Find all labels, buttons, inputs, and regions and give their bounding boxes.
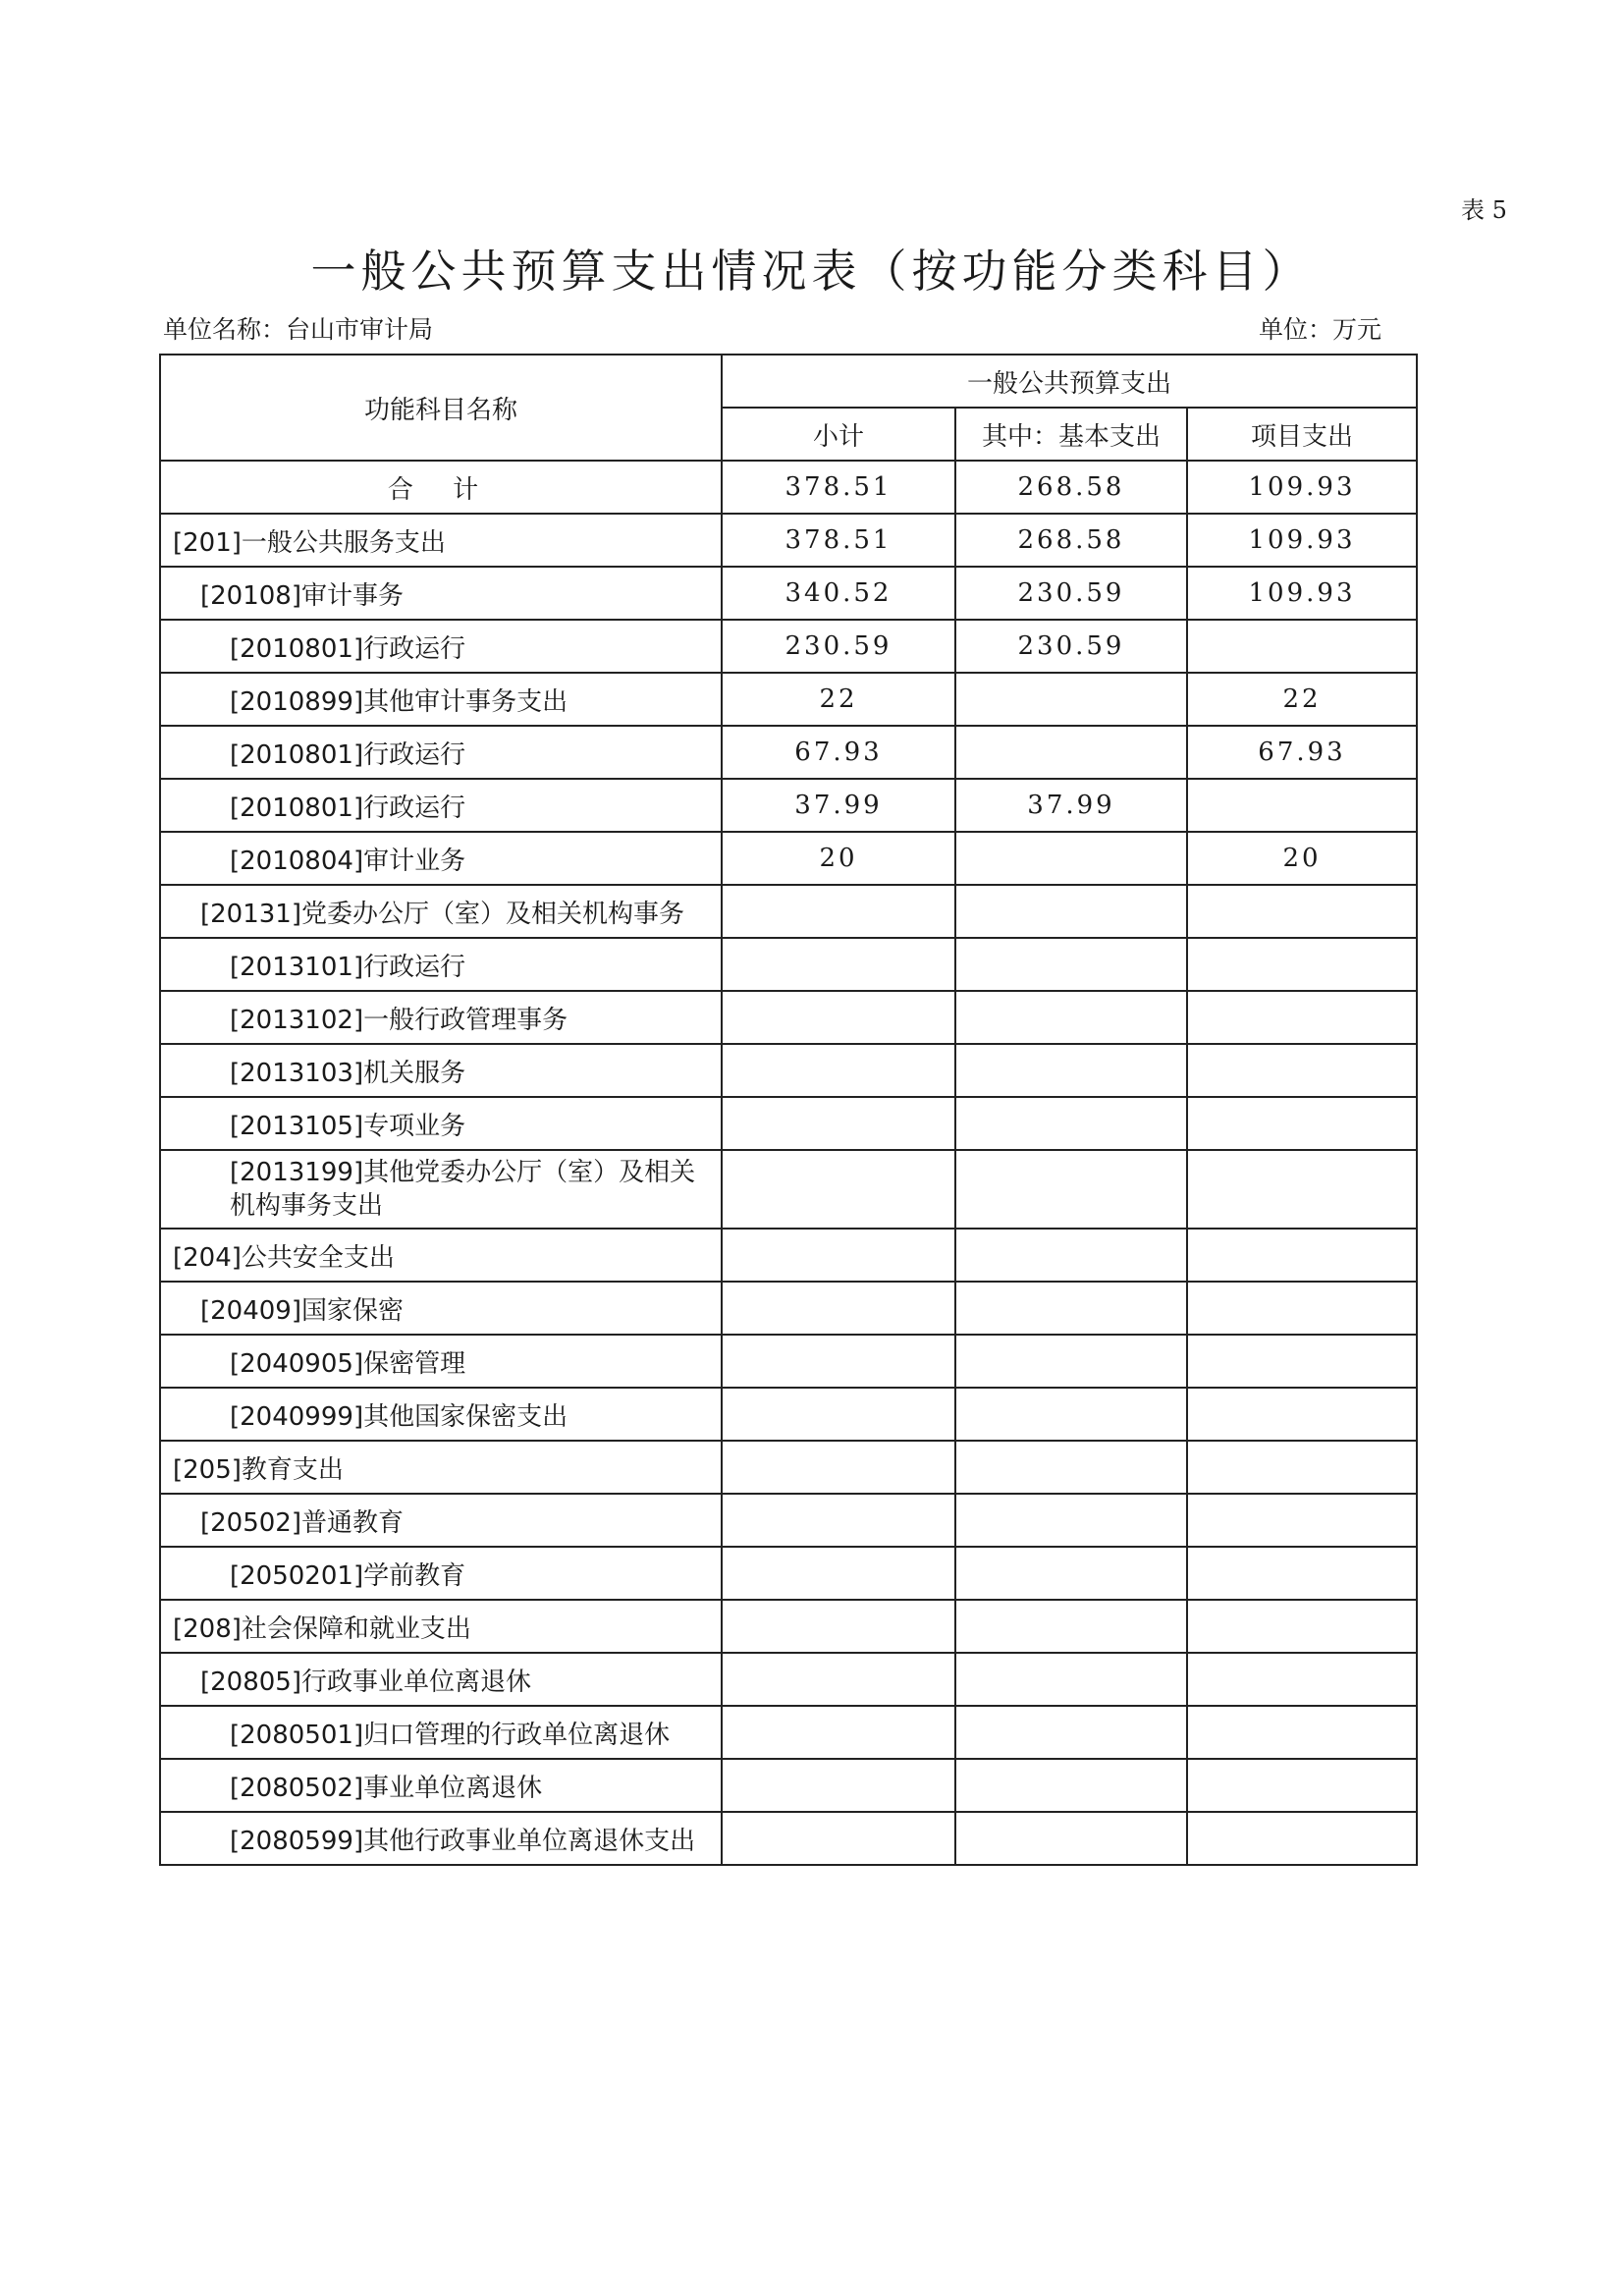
budget-table <box>159 354 1418 1866</box>
row-function-name: [2010804]审计业务 <box>160 832 722 885</box>
row-basic <box>955 885 1187 938</box>
row-project <box>1187 1388 1417 1441</box>
row-basic: 230.59 <box>955 567 1187 620</box>
row-project: 20 <box>1187 832 1417 885</box>
row-function-name: [2013102]一般行政管理事务 <box>160 991 722 1044</box>
total-label: 合 计 <box>160 461 722 514</box>
row-function-name: [2010801]行政运行 <box>160 620 722 673</box>
table-row <box>160 1706 1417 1759</box>
row-basic <box>955 1441 1187 1494</box>
table-row <box>160 620 1417 673</box>
total-basic: 268.58 <box>955 461 1187 514</box>
total-row <box>160 461 1417 514</box>
row-project <box>1187 1282 1417 1335</box>
row-function-name: [2050201]学前教育 <box>160 1547 722 1600</box>
table-row <box>160 1441 1417 1494</box>
row-basic <box>955 1388 1187 1441</box>
row-subtotal: 230.59 <box>722 620 955 673</box>
row-project <box>1187 620 1417 673</box>
row-function-name: [205]教育支出 <box>160 1441 722 1494</box>
row-function-name: [2013103]机关服务 <box>160 1044 722 1097</box>
row-subtotal <box>722 1229 955 1282</box>
table-row <box>160 1812 1417 1865</box>
row-project <box>1187 1150 1417 1229</box>
row-subtotal <box>722 1547 955 1600</box>
row-subtotal: 67.93 <box>722 726 955 779</box>
row-basic <box>955 673 1187 726</box>
row-subtotal <box>722 1335 955 1388</box>
table-row <box>160 567 1417 620</box>
page-title: 一般公共预算支出情况表（按功能分类科目） <box>310 245 1313 298</box>
row-project <box>1187 1600 1417 1653</box>
row-subtotal <box>722 1706 955 1759</box>
row-function-name: [20409]国家保密 <box>160 1282 722 1335</box>
row-project <box>1187 1706 1417 1759</box>
row-basic: 37.99 <box>955 779 1187 832</box>
row-function-name: [204]公共安全支出 <box>160 1229 722 1282</box>
table-row <box>160 832 1417 885</box>
row-subtotal <box>722 1097 955 1150</box>
row-subtotal <box>722 991 955 1044</box>
row-basic <box>955 938 1187 991</box>
row-function-name: [2010899]其他审计事务支出 <box>160 673 722 726</box>
row-function-name: [2080501]归口管理的行政单位离退休 <box>160 1706 722 1759</box>
row-project <box>1187 885 1417 938</box>
row-function-name: [20502]普通教育 <box>160 1494 722 1547</box>
total-project: 109.93 <box>1187 461 1417 514</box>
row-subtotal: 340.52 <box>722 567 955 620</box>
row-basic <box>955 1494 1187 1547</box>
header-basic: 其中：基本支出 <box>955 408 1187 461</box>
table-row <box>160 1494 1417 1547</box>
row-project <box>1187 1759 1417 1812</box>
row-subtotal <box>722 1653 955 1706</box>
row-subtotal <box>722 885 955 938</box>
row-function-name: [20108]审计事务 <box>160 567 722 620</box>
row-subtotal: 37.99 <box>722 779 955 832</box>
table-row <box>160 1388 1417 1441</box>
row-subtotal <box>722 1759 955 1812</box>
row-project <box>1187 1653 1417 1706</box>
row-basic <box>955 1335 1187 1388</box>
row-subtotal <box>722 1441 955 1494</box>
table-row <box>160 991 1417 1044</box>
header-project: 项目支出 <box>1187 408 1417 461</box>
row-subtotal <box>722 1494 955 1547</box>
row-basic <box>955 1150 1187 1229</box>
header-row <box>160 355 1417 408</box>
row-subtotal <box>722 1812 955 1865</box>
row-function-name: [2013199]其他党委办公厅（室）及相关机构事务支出 <box>160 1150 722 1229</box>
row-basic <box>955 1097 1187 1150</box>
header-group: 一般公共预算支出 <box>722 355 1417 408</box>
table-row <box>160 1097 1417 1150</box>
row-function-name: [2040999]其他国家保密支出 <box>160 1388 722 1441</box>
table-row <box>160 885 1417 938</box>
row-project <box>1187 938 1417 991</box>
table-row <box>160 1335 1417 1388</box>
row-project: 67.93 <box>1187 726 1417 779</box>
table-row <box>160 1282 1417 1335</box>
row-basic <box>955 1547 1187 1600</box>
header-subtotal: 小计 <box>722 408 955 461</box>
row-project <box>1187 1547 1417 1600</box>
table-row <box>160 1759 1417 1812</box>
row-subtotal: 20 <box>722 832 955 885</box>
row-project <box>1187 991 1417 1044</box>
row-function-name: [2013105]专项业务 <box>160 1097 722 1150</box>
table-row <box>160 779 1417 832</box>
row-project <box>1187 1494 1417 1547</box>
header-function-name: 功能科目名称 <box>160 355 722 461</box>
row-subtotal <box>722 1388 955 1441</box>
unit-label: 单位：万元 <box>1259 315 1382 344</box>
table-row <box>160 1547 1417 1600</box>
row-project <box>1187 1441 1417 1494</box>
row-basic <box>955 832 1187 885</box>
table-row <box>160 1044 1417 1097</box>
row-function-name: [2010801]行政运行 <box>160 779 722 832</box>
table-row <box>160 1150 1417 1229</box>
row-basic <box>955 991 1187 1044</box>
row-function-name: [20131]党委办公厅（室）及相关机构事务 <box>160 885 722 938</box>
row-function-name: [2010801]行政运行 <box>160 726 722 779</box>
row-basic <box>955 1600 1187 1653</box>
table-row <box>160 938 1417 991</box>
row-basic <box>955 1706 1187 1759</box>
row-basic <box>955 1759 1187 1812</box>
row-project <box>1187 1044 1417 1097</box>
row-subtotal <box>722 938 955 991</box>
row-project <box>1187 779 1417 832</box>
row-basic <box>955 1282 1187 1335</box>
row-subtotal <box>722 1044 955 1097</box>
table-row <box>160 726 1417 779</box>
row-subtotal <box>722 1282 955 1335</box>
row-function-name: [2080502]事业单位离退休 <box>160 1759 722 1812</box>
row-project <box>1187 1229 1417 1282</box>
row-basic <box>955 1229 1187 1282</box>
table-row <box>160 514 1417 567</box>
row-basic <box>955 1044 1187 1097</box>
row-basic <box>955 726 1187 779</box>
row-function-name: [201]一般公共服务支出 <box>160 514 722 567</box>
row-project: 22 <box>1187 673 1417 726</box>
row-function-name: [2040905]保密管理 <box>160 1335 722 1388</box>
table-number: 表 5 <box>1461 196 1507 224</box>
row-function-name: [20805]行政事业单位离退休 <box>160 1653 722 1706</box>
table-row <box>160 673 1417 726</box>
row-project: 109.93 <box>1187 514 1417 567</box>
row-subtotal <box>722 1600 955 1653</box>
row-project <box>1187 1335 1417 1388</box>
table-row <box>160 1600 1417 1653</box>
row-subtotal <box>722 1150 955 1229</box>
row-basic <box>955 1653 1187 1706</box>
total-subtotal: 378.51 <box>722 461 955 514</box>
row-basic: 230.59 <box>955 620 1187 673</box>
row-subtotal: 378.51 <box>722 514 955 567</box>
row-project <box>1187 1097 1417 1150</box>
row-function-name: [208]社会保障和就业支出 <box>160 1600 722 1653</box>
row-project: 109.93 <box>1187 567 1417 620</box>
row-function-name: [2080599]其他行政事业单位离退休支出 <box>160 1812 722 1865</box>
table-row <box>160 1653 1417 1706</box>
row-function-name: [2013101]行政运行 <box>160 938 722 991</box>
row-basic <box>955 1812 1187 1865</box>
unit-name-label: 单位名称：台山市审计局 <box>163 315 434 344</box>
table-row <box>160 1229 1417 1282</box>
row-project <box>1187 1812 1417 1865</box>
row-basic: 268.58 <box>955 514 1187 567</box>
row-subtotal: 22 <box>722 673 955 726</box>
